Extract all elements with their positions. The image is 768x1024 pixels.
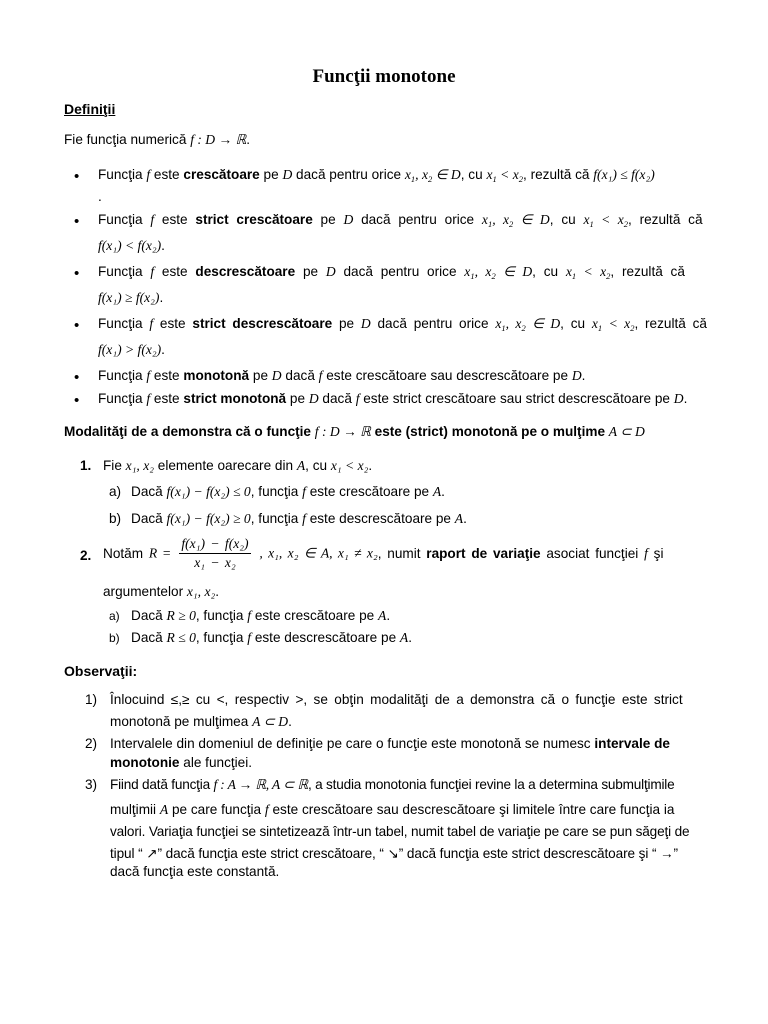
observation-text: Intervalele din domeniul de definiţie pe care o funcţie este monotonă se numesc	[110, 736, 591, 751]
item-label: b)	[109, 631, 120, 645]
method2-line	[103, 536, 663, 571]
definition-term: strict descrescătoare	[192, 316, 333, 331]
heading-formula: f : D → ℝ	[314, 424, 371, 439]
bullet-text: Funcţia	[98, 368, 143, 383]
observation-term: monotonie	[110, 755, 180, 770]
observation-number: 3)	[85, 777, 98, 792]
item-end: .	[463, 511, 467, 526]
bullet-text: Funcţia	[98, 167, 143, 182]
bullet-text: rezultă că	[645, 316, 707, 331]
args-formula: x₁, x₂	[186, 584, 216, 599]
function-symbol: f	[264, 802, 269, 817]
bullet-text: dacă pentru orice	[377, 316, 489, 331]
observation-3-line4: tipul “ ↗” dacă funcţia este strict crescătoare, “ ↘” dacă funcţia este strict descrescătoare şi “ →”	[110, 846, 678, 861]
bullet-text: pe	[263, 167, 279, 182]
intro-line	[64, 132, 250, 148]
set-symbol: A	[378, 608, 387, 623]
definitions-heading: Definiţii	[64, 101, 116, 117]
observation-term: intervale de	[594, 736, 670, 751]
method1-line: Fie x₁, x₂ elemente oarecare din A, cu x₁ < x₂.	[103, 458, 373, 473]
observation-text: pe care funcţia	[171, 802, 262, 817]
bullet-text: este crescătoare sau descrescătoare pe	[326, 368, 569, 383]
bullet-dot: •	[74, 317, 80, 334]
conclusion-formula: f(x₁) ≤ f(x₂)	[593, 167, 655, 182]
item-text: este crescătoare pe	[309, 484, 430, 499]
item-text: , funcţia	[195, 630, 244, 645]
bullet-dot: •	[74, 213, 80, 230]
fraction-denominator: x₁ − x₂	[194, 555, 236, 570]
method-text: Fie	[103, 458, 122, 473]
item-text: este descrescătoare pe	[254, 630, 397, 645]
definition-strict-monotona	[98, 391, 687, 407]
function-symbol: f	[247, 630, 252, 645]
bullet-end: .	[683, 391, 688, 406]
bullet-text: este	[161, 264, 188, 279]
intro-text: Fie funcţia numerică	[64, 132, 187, 147]
function-symbol: f	[302, 484, 306, 499]
conclusion-line	[98, 290, 163, 306]
bullet-dot: •	[74, 392, 80, 409]
function-symbol: f	[150, 212, 155, 227]
equals-sign: =	[162, 545, 171, 561]
bullet-dot: •	[74, 369, 80, 386]
item-text: , funcţia	[195, 608, 244, 623]
definition-term: strict crescătoare	[195, 212, 313, 227]
bullet-text: este	[153, 391, 180, 406]
observation-text: , a studia monotonia funcţiei revine la a determina submulţimile	[307, 777, 675, 792]
definition-strict-descrescatoare: Funcţia f este strict descrescătoare pe D dacă pentru orice $x_1$, $x_2$ ∈ D, cu $x_1 < x_2$, rezultă că	[98, 316, 707, 333]
set-symbol: A	[399, 630, 409, 645]
observation-2-line2	[110, 755, 252, 770]
page-title: Funcţii monotone	[312, 66, 456, 87]
bullet-text: pe	[320, 212, 336, 227]
observations-heading: Observaţii:	[64, 663, 138, 679]
item-formula: R ≥ 0	[166, 608, 196, 623]
observation-3-line5: dacă funcţia este constantă.	[110, 864, 280, 879]
bullet-text: pe	[302, 264, 319, 279]
item-end: .	[408, 630, 413, 645]
observation-3-line3: valori. Variaţia funcţiei se sintetizează într-un tabel, numit tabel de variaţie pe care se pun săgeţi de	[110, 824, 690, 839]
bullet-dot: •	[74, 168, 80, 185]
method1-item-b	[131, 511, 467, 527]
ratio-conditions: , x₁, x₂ ∈ A, x₁ ≠ x₂	[259, 545, 378, 561]
definition-monotona	[98, 368, 585, 384]
bullet-text: dacă pentru orice	[296, 167, 402, 182]
observation-number: 2)	[85, 736, 98, 751]
conclusion-formula: f(x₁) ≥ f(x₂)	[98, 290, 160, 305]
bullet-text: cu	[543, 264, 559, 279]
set-symbol: A	[296, 458, 306, 473]
item-text: , funcţia	[250, 484, 299, 499]
definition-term: strict monotonă	[183, 391, 287, 406]
set-formula: A ⊂ D	[252, 714, 289, 729]
bullet-text: este strict crescătoare sau strict descrescătoare pe	[363, 391, 670, 406]
bullet-end: .	[581, 368, 586, 383]
observation-1-line1: Înlocuind ≤,≥ cu <, respectiv >, se obţin modalităţi de a demonstra că o funcţie este strict	[110, 692, 683, 707]
bullet-text: Funcţia	[98, 212, 143, 227]
conclusion-line	[98, 238, 165, 254]
observation-text: este crescătoare sau descrescătoare şi limitele între care funcţia ia	[272, 802, 675, 817]
observation-number: 1)	[85, 692, 98, 707]
bullet-end: .	[159, 290, 164, 305]
item-text: Dacă	[131, 511, 163, 526]
observation-text: mulţimii	[110, 802, 157, 817]
domain-symbol: D	[308, 391, 319, 406]
bullet-text: Funcţia	[98, 264, 143, 279]
item-formula: R ≤ 0	[166, 630, 196, 645]
definition-term: monotonă	[183, 368, 250, 383]
function-symbol: f	[355, 391, 360, 406]
heading-text: este (strict) monotonă pe o mulţime	[374, 424, 606, 439]
bullet-text: pe	[338, 316, 355, 331]
cond-formula: x₁ < x₂	[330, 458, 369, 473]
domain-symbol: D	[271, 368, 282, 383]
observation-2-line1	[110, 736, 670, 751]
observation-1-line2	[110, 714, 292, 730]
observation-end: .	[288, 714, 292, 729]
bullet-text: cu	[468, 167, 483, 182]
item-end: .	[441, 484, 445, 499]
item-text: , funcţia	[250, 511, 299, 526]
function-symbol: f	[146, 368, 151, 383]
ratio-term: raport de variaţie	[426, 546, 541, 561]
item-text: Dacă	[131, 608, 163, 623]
method-text: elemente oarecare din	[157, 458, 294, 473]
fraction-numerator: f(x₁) − f(x₂)	[179, 536, 250, 554]
bullet-text: pe	[289, 391, 306, 406]
function-symbol: f	[247, 608, 252, 623]
method-end: .	[215, 584, 219, 599]
domain-symbol: D	[360, 316, 371, 331]
item-text: este descrescătoare pe	[309, 511, 451, 526]
bullet-text: rezultă că	[639, 212, 703, 227]
bullet-text: dacă	[285, 368, 315, 383]
bullet-text: Funcţia	[98, 316, 143, 331]
observation-text: ale funcţiei.	[183, 755, 253, 770]
function-symbol: f	[149, 316, 154, 331]
item-end: .	[386, 608, 391, 623]
function-symbol: f	[146, 167, 151, 182]
conclusion-formula: f(x₁) > f(x₂)	[98, 342, 162, 357]
method-text: asociat funcţiei	[546, 546, 639, 561]
bullet-text: este	[153, 368, 180, 383]
method-text: argumentelor	[103, 584, 184, 599]
item-label: a)	[109, 484, 122, 499]
heading-set: A ⊂ D	[608, 424, 645, 439]
definition-strict-crescatoare: Funcţia f este strict crescătoare pe D dacă pentru orice $x_1$, $x_2$ ∈ D, cu $x_1 < x_2$, rezultă că	[98, 212, 703, 229]
function-symbol: f	[146, 391, 151, 406]
observation-3-line1	[110, 777, 674, 793]
bullet-text: dacă	[322, 391, 352, 406]
ratio-fraction	[179, 536, 250, 571]
item-label: a)	[109, 609, 120, 623]
bullet-text: este	[161, 212, 188, 227]
item-label: b)	[109, 511, 122, 526]
intro-formula: f : D → ℝ	[190, 132, 247, 147]
conclusion-formula: f(x₁) < f(x₂)	[98, 238, 162, 253]
intro-end: .	[246, 132, 251, 147]
bullet-text: cu	[570, 316, 586, 331]
method2-line2	[103, 584, 219, 600]
definition-crescatoare: Funcţia f este crescătoare pe D dacă pentru orice $x_1$, $x_2$ ∈ D, cu $x_1 < x_2$, rezultă că f(x₁) ≤ f(x₂)	[98, 167, 655, 184]
bullet-text: Funcţia	[98, 391, 143, 406]
ratio-symbol: R	[148, 545, 158, 561]
bullet-end: .	[161, 238, 165, 253]
bullet-end: .	[161, 342, 165, 357]
definition-term: descrescătoare	[195, 264, 296, 279]
domain-symbol: D	[325, 264, 336, 279]
domain-symbol: D	[571, 368, 582, 383]
item-text: Dacă	[131, 630, 163, 645]
bullet-text: pe	[252, 368, 269, 383]
item-text: Dacă	[131, 484, 163, 499]
function-symbol: f	[644, 545, 648, 561]
method-text: Notăm	[103, 546, 144, 561]
method-text: , numit	[377, 546, 421, 561]
observation-text: monotonă pe mulţimea	[110, 714, 249, 729]
function-symbol: f	[150, 264, 155, 279]
method-text: cu	[312, 458, 328, 473]
item-text: este crescătoare pe	[254, 608, 375, 623]
bullet-text: este	[153, 167, 180, 182]
methods-heading	[64, 424, 645, 440]
method-text: şi	[653, 546, 664, 561]
bullet-text: rezultă că	[621, 264, 685, 279]
item-formula: f(x₁) − f(x₂) ≥ 0	[166, 511, 251, 526]
bullet-dot: •	[74, 265, 80, 282]
conclusion-line	[98, 342, 165, 358]
observation-text: Fiind dată funcţia	[110, 777, 210, 792]
method2-item-a	[131, 608, 390, 624]
method-number: 1.	[80, 458, 92, 473]
function-symbol: f	[318, 368, 323, 383]
method-number: 2.	[80, 548, 92, 563]
domain-symbol: D	[673, 391, 684, 406]
definition-descrescatoare: Funcţia f este descrescătoare pe D dacă pentru orice $x_1$, $x_2$ ∈ D, cu $x_1 < x_2$, rezultă că	[98, 264, 685, 281]
set-symbol: A	[159, 802, 169, 817]
function-formula: f : A → ℝ, A ⊂ ℝ	[213, 777, 308, 792]
item-formula: f(x₁) − f(x₂) ≤ 0	[166, 484, 251, 499]
heading-text: Modalităţi de a demonstra că o funcţie	[64, 424, 311, 439]
bullet-text: cu	[561, 212, 576, 227]
vars-formula: x₁, x₂	[125, 458, 154, 473]
set-symbol: A	[454, 511, 464, 526]
bullet-text: rezultă că	[530, 167, 590, 182]
method1-item-a	[131, 484, 445, 500]
bullet-end: .	[98, 189, 102, 204]
domain-symbol: D	[343, 212, 354, 227]
observation-3-line2	[110, 802, 674, 818]
bullet-text: dacă pentru orice	[343, 264, 457, 279]
method-end: .	[368, 458, 373, 473]
bullet-text: este	[159, 316, 186, 331]
method2-item-b	[131, 630, 412, 646]
function-symbol: f	[302, 511, 306, 526]
domain-symbol: D	[282, 167, 293, 182]
definition-term: crescătoare	[183, 167, 260, 182]
bullet-text: dacă pentru orice	[361, 212, 475, 227]
set-symbol: A	[432, 484, 442, 499]
